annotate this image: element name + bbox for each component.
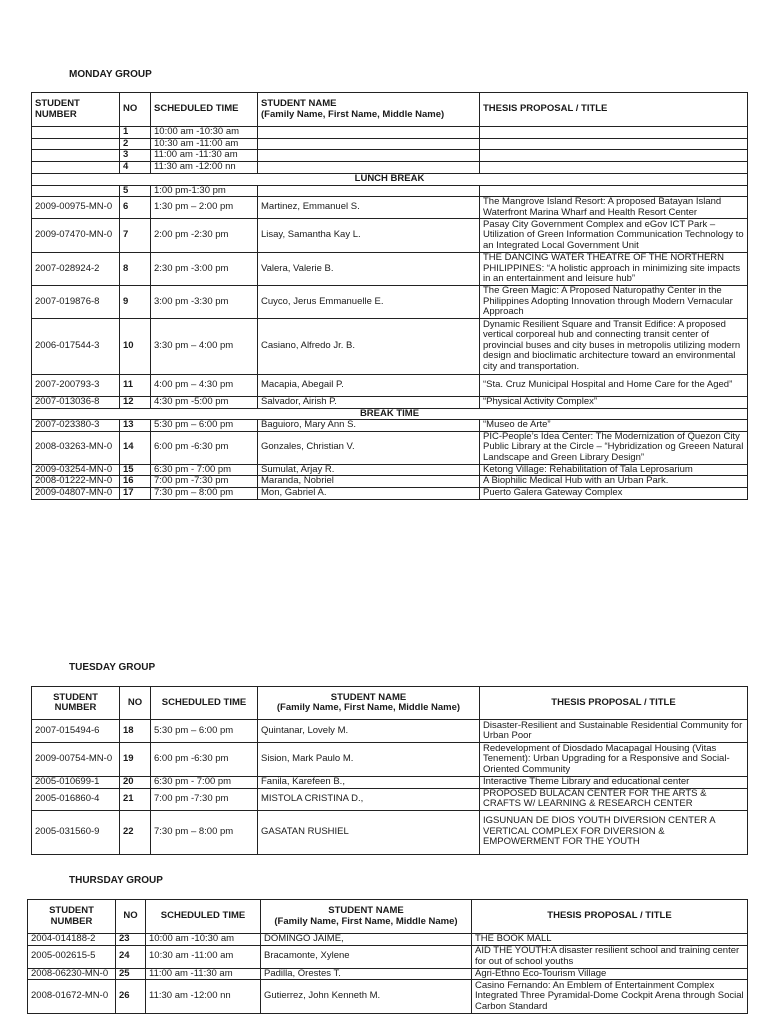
student-name-cell xyxy=(258,162,480,174)
student-name-cell: Lisay, Samantha Kay L. xyxy=(258,219,480,253)
row-no-cell: 3 xyxy=(120,150,151,162)
table-row xyxy=(32,743,748,777)
student-number-cell: 2008-01222-MN-0 xyxy=(32,476,120,488)
scheduled-time-cell: 7:30 pm – 8:00 pm xyxy=(151,487,258,499)
thursday-schedule-table xyxy=(27,899,748,1014)
row-no-cell: 18 xyxy=(120,720,151,743)
thesis-title-cell: Ketong Village: Rehabilitation of Tala Leprosarium xyxy=(480,464,748,476)
thesis-title-cell xyxy=(480,162,748,174)
table-row xyxy=(32,396,748,408)
student-name-cell: Gutierrez, John Kenneth M. xyxy=(261,980,472,1014)
thesis-title-cell: “Physical Activity Complex” xyxy=(480,396,748,408)
thesis-title-cell: Interactive Theme Library and educational center xyxy=(480,777,748,789)
scheduled-time-cell: 2:30 pm -3:00 pm xyxy=(151,253,258,286)
row-no-cell: 12 xyxy=(120,396,151,408)
scheduled-time-cell: 5:30 pm – 6:00 pm xyxy=(151,420,258,432)
row-no-cell: 25 xyxy=(116,968,146,980)
student-number-cell: 2004-014188-2 xyxy=(28,934,116,946)
monday-schedule-table xyxy=(31,92,748,500)
student-name-cell xyxy=(258,150,480,162)
student-name-cell: Mon, Gabriel A. xyxy=(258,487,480,499)
thesis-title-cell: IGSUNUAN DE DIOS YOUTH DIVERSION CENTER A VERTICAL COMPLEX FOR DIVERSION & EMPOWERMENT FOR THE YOUTH xyxy=(480,810,748,854)
student-number-cell xyxy=(32,150,120,162)
thesis-title-cell: Redevelopment of Diosdado Macapagal Housing (Vitas Tenement): Urban Upgrading for a Responsive and Social-Oriented Community xyxy=(480,743,748,777)
table-row xyxy=(32,420,748,432)
student-name-cell xyxy=(258,127,480,139)
thesis-title-cell xyxy=(480,150,748,162)
thesis-title-cell: AID THE YOUTH:A disaster resilient school and training center for out of school youths xyxy=(472,945,748,968)
table-row xyxy=(28,934,748,946)
student-name-cell: Sision, Mark Paulo M. xyxy=(258,743,480,777)
table-row xyxy=(32,197,748,219)
student-number-cell xyxy=(32,127,120,139)
thesis-title-cell: Puerto Galera Gateway Complex xyxy=(480,487,748,499)
table-row xyxy=(32,318,748,374)
thursday-group-title: THURSDAY GROUP xyxy=(69,875,163,886)
thesis-title-cell: Agri-Ethno Eco-Tourism Village xyxy=(472,968,748,980)
header-scheduled-time: SCHEDULED TIME xyxy=(151,93,258,127)
row-no-cell: 22 xyxy=(120,810,151,854)
student-name-cell: Quintanar, Lovely M. xyxy=(258,720,480,743)
break-time-label: BREAK TIME xyxy=(32,408,748,420)
student-number-cell: 2005-010699-1 xyxy=(32,777,120,789)
monday-header-row xyxy=(32,93,748,127)
thesis-title-cell: Disaster-Resilient and Sustainable Residential Community for Urban Poor xyxy=(480,720,748,743)
student-number-cell: 2008-06230-MN-0 xyxy=(28,968,116,980)
student-number-cell: 2007-028924-2 xyxy=(32,253,120,286)
student-name-cell xyxy=(258,138,480,150)
row-no-cell: 14 xyxy=(120,431,151,464)
student-number-cell: 2007-015494-6 xyxy=(32,720,120,743)
thesis-title-cell: PROPOSED BULACAN CENTER FOR THE ARTS & CRAFTS W/ LEARNING & RESEARCH CENTER xyxy=(480,788,748,810)
scheduled-time-cell: 4:00 pm – 4:30 pm xyxy=(151,374,258,396)
header-no: NO xyxy=(116,900,146,934)
student-name-cell: GASATAN RUSHIEL xyxy=(258,810,480,854)
header-thesis: THESIS PROPOSAL / TITLE xyxy=(480,93,748,127)
header-thesis: THESIS PROPOSAL / TITLE xyxy=(472,900,748,934)
student-number-cell: 2007-023380-3 xyxy=(32,420,120,432)
scheduled-time-cell: 3:30 pm – 4:00 pm xyxy=(151,318,258,374)
student-name-cell xyxy=(258,185,480,197)
student-number-cell: 2009-00754-MN-0 xyxy=(32,743,120,777)
thesis-title-cell: The Mangrove Island Resort: A proposed Batayan Island Waterfront Marina Wharf and Health Resort Center xyxy=(480,197,748,219)
table-row xyxy=(32,810,748,854)
table-row xyxy=(28,968,748,980)
header-scheduled-time: SCHEDULED TIME xyxy=(146,900,261,934)
table-row xyxy=(32,476,748,488)
lunch-break-row xyxy=(32,173,748,185)
table-row xyxy=(32,253,748,286)
thesis-title-cell xyxy=(480,185,748,197)
student-number-cell xyxy=(32,185,120,197)
row-no-cell: 26 xyxy=(116,980,146,1014)
scheduled-time-cell: 6:30 pm - 7:00 pm xyxy=(151,464,258,476)
row-no-cell: 19 xyxy=(120,743,151,777)
table-row xyxy=(32,374,748,396)
scheduled-time-cell: 2:00 pm -2:30 pm xyxy=(151,219,258,253)
scheduled-time-cell: 10:30 am -11:00 am xyxy=(146,945,261,968)
student-name-cell: Martinez, Emmanuel S. xyxy=(258,197,480,219)
thesis-title-cell: THE DANCING WATER THEATRE OF THE NORTHERN PHILIPPINES: “A holistic approach in minimizing site impacts in an entertainment and leisure hub” xyxy=(480,253,748,286)
scheduled-time-cell: 1:30 pm – 2:00 pm xyxy=(151,197,258,219)
student-number-cell: 2006-017544-3 xyxy=(32,318,120,374)
thesis-title-cell xyxy=(480,138,748,150)
thesis-title-cell xyxy=(480,127,748,139)
table-row xyxy=(32,487,748,499)
row-no-cell: 7 xyxy=(120,219,151,253)
scheduled-time-cell: 11:00 am -11:30 am xyxy=(151,150,258,162)
row-no-cell: 1 xyxy=(120,127,151,139)
row-no-cell: 9 xyxy=(120,286,151,319)
student-name-cell: Gonzales, Christian V. xyxy=(258,431,480,464)
tuesday-group-title: TUESDAY GROUP xyxy=(69,662,156,673)
tuesday-schedule-table xyxy=(31,686,748,855)
header-student-number: STUDENT NUMBER xyxy=(32,93,120,127)
scheduled-time-cell: 7:30 pm – 8:00 pm xyxy=(151,810,258,854)
student-number-cell: 2005-016860-4 xyxy=(32,788,120,810)
row-no-cell: 16 xyxy=(120,476,151,488)
header-thesis: THESIS PROPOSAL / TITLE xyxy=(480,687,748,720)
table-row xyxy=(32,127,748,139)
student-name-cell: Padilla, Orestes T. xyxy=(261,968,472,980)
scheduled-time-cell: 3:00 pm -3:30 pm xyxy=(151,286,258,319)
thesis-title-cell: The Green Magic: A Proposed Naturopathy Center in the Philippines Adopting Innovation through Modern Vernacular Approach xyxy=(480,286,748,319)
scheduled-time-cell: 10:00 am -10:30 am xyxy=(146,934,261,946)
table-row xyxy=(32,185,748,197)
student-name-cell: Salvador, Airish P. xyxy=(258,396,480,408)
student-number-cell: 2009-04807-MN-0 xyxy=(32,487,120,499)
student-number-cell xyxy=(32,138,120,150)
table-row xyxy=(28,980,748,1014)
table-row xyxy=(32,162,748,174)
break-time-row xyxy=(32,408,748,420)
student-name-cell: DOMINGO JAIME, xyxy=(261,934,472,946)
scheduled-time-cell: 7:00 pm -7:30 pm xyxy=(151,788,258,810)
row-no-cell: 20 xyxy=(120,777,151,789)
student-number-cell: 2009-00975-MN-0 xyxy=(32,197,120,219)
student-number-cell: 2009-07470-MN-0 xyxy=(32,219,120,253)
scheduled-time-cell: 10:30 am -11:00 am xyxy=(151,138,258,150)
scheduled-time-cell: 11:30 am -12:00 nn xyxy=(146,980,261,1014)
row-no-cell: 23 xyxy=(116,934,146,946)
row-no-cell: 11 xyxy=(120,374,151,396)
row-no-cell: 2 xyxy=(120,138,151,150)
student-number-cell: 2008-03263-MN-0 xyxy=(32,431,120,464)
table-row xyxy=(32,431,748,464)
student-number-cell: 2007-200793-3 xyxy=(32,374,120,396)
scheduled-time-cell: 7:00 pm -7:30 pm xyxy=(151,476,258,488)
row-no-cell: 17 xyxy=(120,487,151,499)
row-no-cell: 15 xyxy=(120,464,151,476)
thesis-title-cell: PIC-People’s Idea Center: The Modernization of Quezon City Public Library at the Circle – “Hybridization og Greeen Natural Landscape and Green Library Design” xyxy=(480,431,748,464)
row-no-cell: 13 xyxy=(120,420,151,432)
table-row xyxy=(32,138,748,150)
table-row xyxy=(32,150,748,162)
header-student-name: STUDENT NAME (Family Name, First Name, Middle Name) xyxy=(258,687,480,720)
row-no-cell: 24 xyxy=(116,945,146,968)
table-row xyxy=(32,788,748,810)
thesis-title-cell: “Museo de Arte” xyxy=(480,420,748,432)
scheduled-time-cell: 11:30 am -12:00 nn xyxy=(151,162,258,174)
header-scheduled-time: SCHEDULED TIME xyxy=(151,687,258,720)
table-row xyxy=(32,464,748,476)
student-name-cell: Cuyco, Jerus Emmanuelle E. xyxy=(258,286,480,319)
header-student-number: STUDENT NUMBER xyxy=(32,687,120,720)
thesis-title-cell: A Biophilic Medical Hub with an Urban Park. xyxy=(480,476,748,488)
scheduled-time-cell: 4:30 pm -5:00 pm xyxy=(151,396,258,408)
student-name-cell: Bracamonte, Xylene xyxy=(261,945,472,968)
student-number-cell xyxy=(32,162,120,174)
student-number-cell: 2009-03254-MN-0 xyxy=(32,464,120,476)
table-row xyxy=(32,219,748,253)
scheduled-time-cell: 11:00 am -11:30 am xyxy=(146,968,261,980)
scheduled-time-cell: 5:30 pm – 6:00 pm xyxy=(151,720,258,743)
student-number-cell: 2007-019876-8 xyxy=(32,286,120,319)
table-row xyxy=(28,945,748,968)
row-no-cell: 10 xyxy=(120,318,151,374)
scheduled-time-cell: 6:00 pm -6:30 pm xyxy=(151,431,258,464)
student-number-cell: 2005-031560-9 xyxy=(32,810,120,854)
student-name-cell: Valera, Valerie B. xyxy=(258,253,480,286)
row-no-cell: 21 xyxy=(120,788,151,810)
scheduled-time-cell: 10:00 am -10:30 am xyxy=(151,127,258,139)
thesis-title-cell: Pasay City Government Complex and eGov ICT Park – Utilization of Green Information Communication Technology to an Integrated Local Government Unit xyxy=(480,219,748,253)
student-name-cell: MISTOLA CRISTINA D., xyxy=(258,788,480,810)
header-student-name: STUDENT NAME (Family Name, First Name, Middle Name) xyxy=(261,900,472,934)
header-student-number: STUDENT NUMBER xyxy=(28,900,116,934)
monday-group-title: MONDAY GROUP xyxy=(69,69,152,80)
thesis-title-cell: “Sta. Cruz Municipal Hospital and Home Care for the Aged” xyxy=(480,374,748,396)
row-no-cell: 6 xyxy=(120,197,151,219)
student-number-cell: 2008-01672-MN-0 xyxy=(28,980,116,1014)
row-no-cell: 4 xyxy=(120,162,151,174)
header-student-name: STUDENT NAME (Family Name, First Name, Middle Name) xyxy=(258,93,480,127)
table-row xyxy=(32,286,748,319)
row-no-cell: 8 xyxy=(120,253,151,286)
scheduled-time-cell: 1:00 pm-1:30 pm xyxy=(151,185,258,197)
lunch-break-label: LUNCH BREAK xyxy=(32,173,748,185)
table-row xyxy=(32,720,748,743)
row-no-cell: 5 xyxy=(120,185,151,197)
thesis-title-cell: THE BOOK MALL xyxy=(472,934,748,946)
student-name-cell: Baguioro, Mary Ann S. xyxy=(258,420,480,432)
student-number-cell: 2007-013036-8 xyxy=(32,396,120,408)
student-name-cell: Sumulat, Arjay R. xyxy=(258,464,480,476)
tuesday-header-row xyxy=(32,687,748,720)
student-number-cell: 2005-002615-5 xyxy=(28,945,116,968)
header-no: NO xyxy=(120,93,151,127)
header-no: NO xyxy=(120,687,151,720)
student-name-cell: Fanila, Karefeen B., xyxy=(258,777,480,789)
table-row xyxy=(32,777,748,789)
scheduled-time-cell: 6:30 pm - 7:00 pm xyxy=(151,777,258,789)
student-name-cell: Casiano, Alfredo Jr. B. xyxy=(258,318,480,374)
thursday-header-row xyxy=(28,900,748,934)
thesis-title-cell: Dynamic Resilient Square and Transit Edifice: A proposed vertical corporeal hub and connecting transit center of provincial buses and city buses in metropolis utilizing modern design and bioclimatic architecture toward an environmental city and transportation. xyxy=(480,318,748,374)
thesis-title-cell: Casino Fernando: An Emblem of Entertainment Complex Integrated Three Pyramidal-Dome Cockpit Arena through Social Carbon Standard xyxy=(472,980,748,1014)
student-name-cell: Macapia, Abegail P. xyxy=(258,374,480,396)
scheduled-time-cell: 6:00 pm -6:30 pm xyxy=(151,743,258,777)
student-name-cell: Maranda, Nobriel xyxy=(258,476,480,488)
